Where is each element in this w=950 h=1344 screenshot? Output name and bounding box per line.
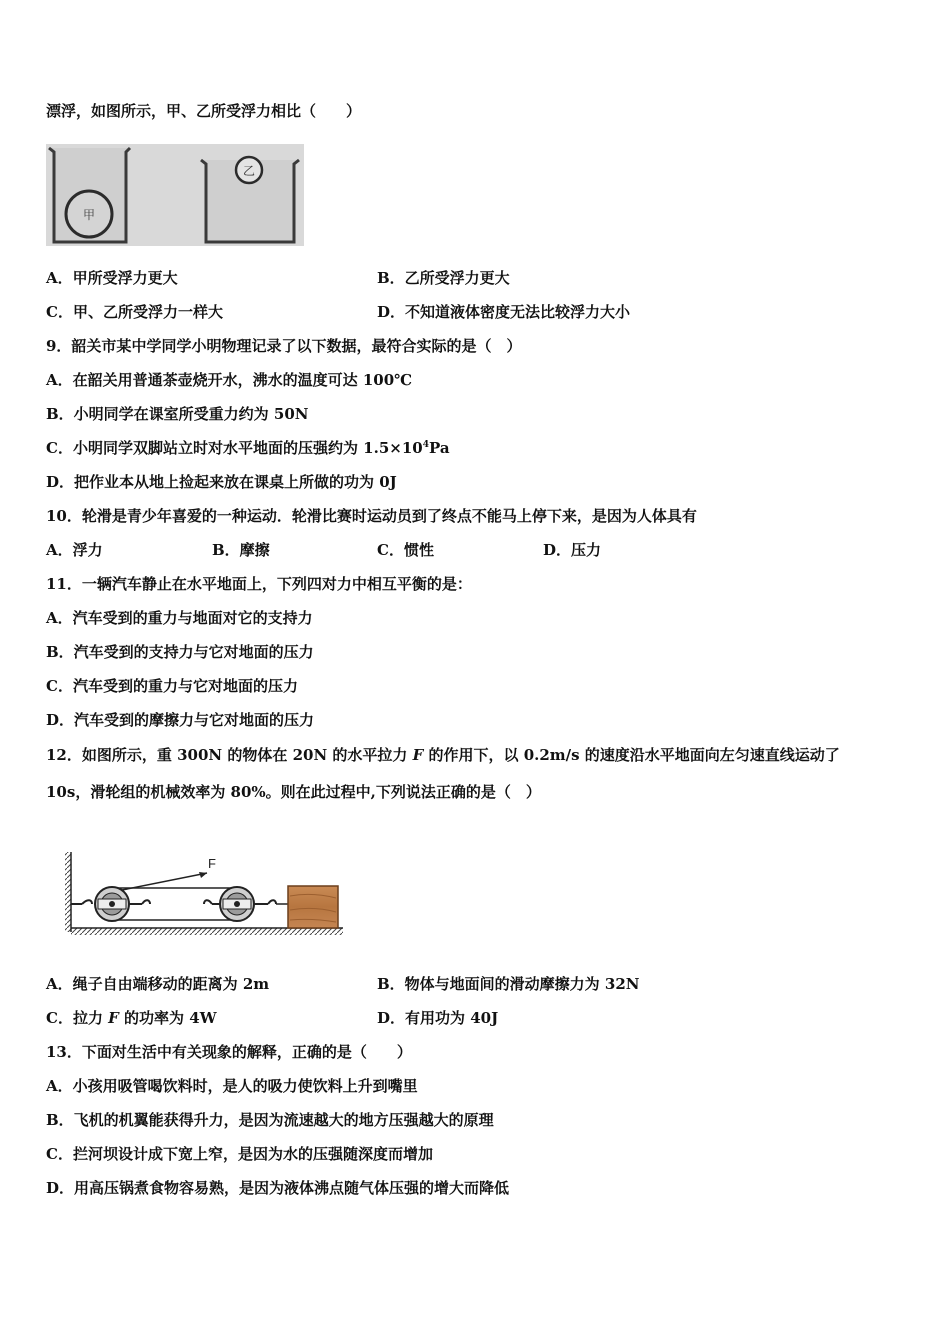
q11-option-d: D．汽车受到的摩擦力与它对地面的压力 — [46, 711, 315, 729]
q12-option-b: B．物体与地面间的滑动摩擦力为 32N — [377, 975, 640, 993]
q8-option-d: D．不知道液体密度无法比较浮力大小 — [377, 303, 631, 321]
q10-option-a: A．浮力 — [46, 541, 103, 559]
q10-option-c: C．惯性 — [377, 541, 434, 559]
q11-option-b: B．汽车受到的支持力与它对地面的压力 — [46, 643, 314, 661]
q9-stem: 9．韶关市某中学同学小明物理记录了以下数据，最符合实际的是（ ） — [46, 337, 522, 355]
q9-option-c-exponent: 4 — [422, 440, 429, 450]
q11-option-a: A．汽车受到的重力与地面对它的支持力 — [46, 609, 313, 627]
q12-var-f: F — [412, 746, 424, 764]
q12-stem-part2: 的作用下，以 0.2m/s 的速度沿水平地面向左匀速直线运动了 — [423, 746, 840, 764]
label-yi: 乙 — [242, 164, 256, 178]
q9-option-d: D．把作业本从地上捡起来放在课桌上所做的功为 0J — [46, 473, 397, 491]
q8-stem-tail: 漂浮，如图所示，甲、乙所受浮力相比（ ） — [46, 102, 362, 120]
q12-option-c-var: F — [108, 1009, 119, 1027]
q13-option-a: A．小孩用吸管喝饮料时，是人的吸力使饮料上升到嘴里 — [46, 1077, 418, 1095]
q10-stem: 10．轮滑是青少年喜爱的一种运动．轮滑比赛时运动员到了终点不能马上停下来，是因为人体具有 — [46, 507, 697, 525]
force-label-f: F — [208, 856, 216, 871]
q9-option-c — [46, 438, 450, 458]
q12-stem-part1: 12．如图所示，重 300N 的物体在 20N 的水平拉力 — [46, 746, 413, 764]
q9-option-c-text: C．小明同学双脚站立时对水平地面的压强约为 1.5×10 — [46, 439, 423, 457]
q11-stem: 11．一辆汽车静止在水平地面上，下列四对力中相互平衡的是： — [46, 575, 472, 593]
q10-option-d: D．压力 — [543, 541, 602, 559]
q12-option-a: A．绳子自由端移动的距离为 2m — [46, 975, 270, 993]
q11-option-c: C．汽车受到的重力与它对地面的压力 — [46, 677, 298, 695]
q12-option-c-text: C．拉力 — [46, 1009, 109, 1027]
q10-option-b: B．摩擦 — [212, 541, 270, 559]
q9-option-b: B．小明同学在课室所受重力约为 50N — [46, 405, 309, 423]
q13-stem: 13．下面对生活中有关现象的解释，正确的是（ ） — [46, 1043, 412, 1061]
q12-option-d: D．有用功为 40J — [377, 1009, 499, 1027]
q13-option-c: C．拦河坝设计成下宽上窄，是因为水的压强随深度而增加 — [46, 1145, 433, 1163]
q12-option-c — [46, 1008, 217, 1028]
q12-stem-line1 — [46, 745, 840, 765]
q12-stem-line2: 10s，滑轮组的机械效率为 80%。则在此过程中,下列说法正确的是（ ） — [46, 783, 541, 801]
q13-option-d: D．用高压锅煮食物容易熟，是因为液体沸点随气体压强的增大而降低 — [46, 1179, 510, 1197]
q12-option-c-tail: 的功率为 4W — [118, 1009, 217, 1027]
q8-beaker-figure — [46, 144, 304, 246]
q8-option-c: C．甲、乙所受浮力一样大 — [46, 303, 223, 321]
q13-option-b: B．飞机的机翼能获得升力，是因为流速越大的地方压强越大的原理 — [46, 1111, 494, 1129]
q12-pulley-figure — [62, 848, 346, 938]
label-jia: 甲 — [82, 208, 96, 222]
q9-option-c-unit: Pa — [428, 439, 450, 457]
q9-option-a: A．在韶关用普通茶壶烧开水，沸水的温度可达 100℃ — [46, 371, 413, 389]
q8-option-b: B．乙所受浮力更大 — [377, 269, 510, 287]
q8-option-a: A．甲所受浮力更大 — [46, 269, 178, 287]
